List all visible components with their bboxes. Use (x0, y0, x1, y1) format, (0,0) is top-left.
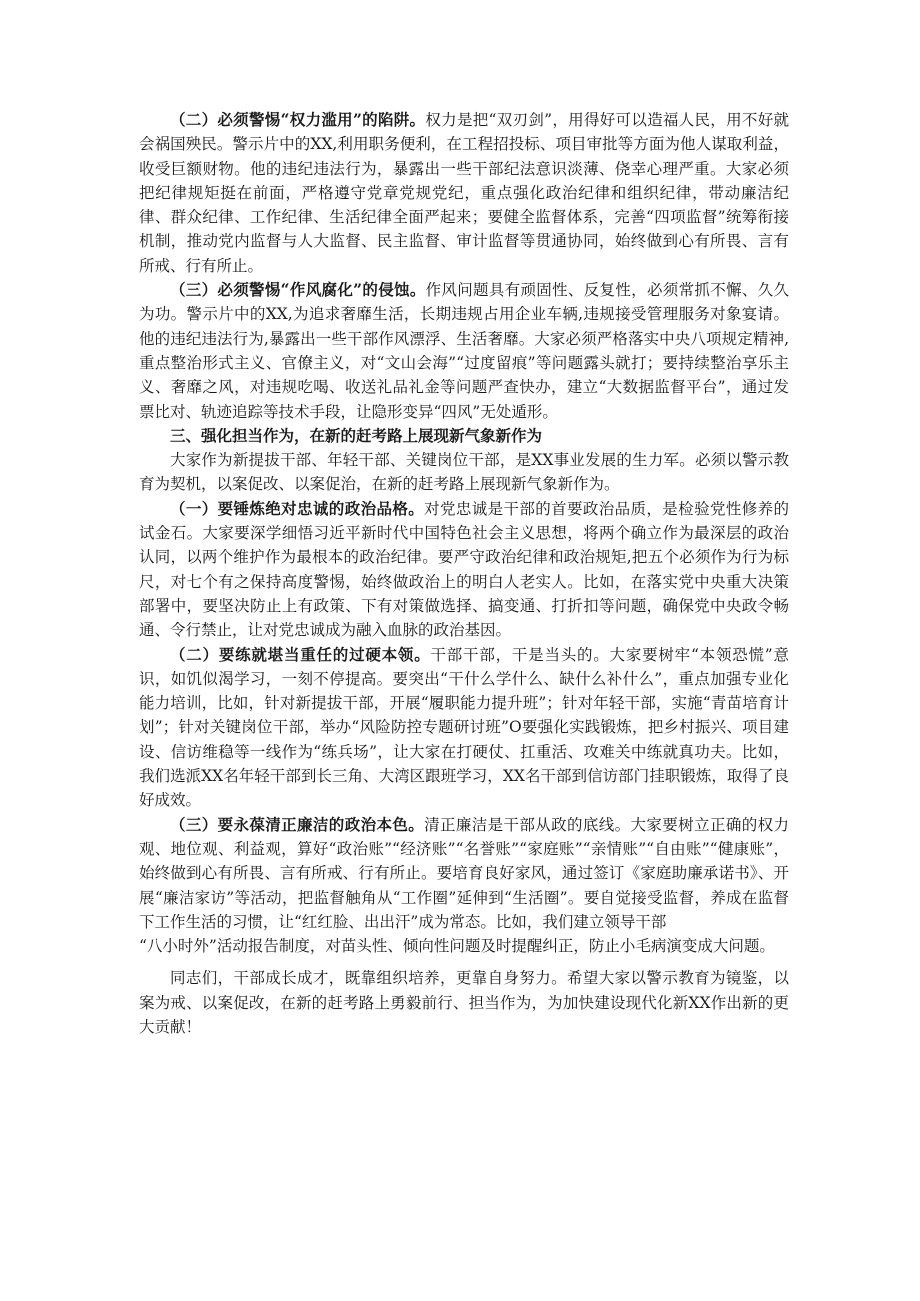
paragraph-loyalty (139, 497, 789, 643)
paragraph-text: 作风问题具有顽固性、反复性，必须常抓不懈、久久为功。警示片中的XX,为追求奢靡生活，长期违规占用企业车辆,违规接受管理服务对象宴请。他的违纪违法行为,暴露出一些干部作风漂浮、生活奢靡。大家必须严格落实中央八项规定精神,重点整治形式主义、官僚主义，对“文山会海”“过度留痕”等问题露头就打；要持续整治享乐主义、奢靡之风，对违规吃喝、收送礼品礼金等问题严查快办，建立“大数据监督平台”，通过发票比对、轨迹追踪等技术手段，让隐形变异“四风”无处遁形。 (139, 281, 789, 421)
paragraph-text: “八小时外”活动报告制度，对苗头性、倾向性问题及时提醒纠正，防止小毛病演变成大问题。 (139, 937, 775, 956)
paragraph-closing (139, 966, 789, 1039)
paragraph-text: 大家作为新提拔干部、年轻干部、关键岗位干部，是XX事业发展的生力军。必须以警示教育为契机，以案促改、以案促治，在新的赶考路上展现新气象新作为。 (139, 451, 789, 494)
paragraph-text: 同志们，干部成长成才，既靠组织培养，更靠自身努力。希望大家以警示教育为镜鉴，以案为戒、以案促改，在新的赶考路上勇毅前行、担当作为，为加快建设现代化新XX作出新的更大贡献！ (139, 969, 789, 1036)
paragraph-continuation (139, 934, 789, 958)
paragraph-power-abuse (139, 108, 789, 278)
paragraph-work-style (139, 278, 789, 424)
paragraph-text: 对党忠诚是干部的首要政治品质，是检验党性修养的试金石。大家要深学细悟习近平新时代中国特色社会主义思想，将两个确立作为最深层的政治认同，以两个维护作为最根本的政治纪律。要严守政治纪律和政治规矩,把五个必须作为行为标尺，对七个有之保持高度警惕，始终做政治上的明白人老实人。比如，在落实党中央重大决策部署中，要坚决防止上有政策、下有对策做选择、搞变通、打折扣等问题，确保党中央政令畅通、令行禁止，让对党忠诚成为融入血脉的政治基因。 (139, 499, 789, 640)
paragraph-heading: （二）要练就堪当重任的过硬本领。 (170, 644, 431, 664)
paragraph-heading: （二）必须警惕“权力滥用”的陷阱。 (170, 110, 426, 129)
paragraph-integrity (139, 813, 789, 934)
paragraph-text: 清正廉洁是干部从政的底线。大家要树立正确的权力观、地位观、利益观，算好“政治账”“经济账”“名誉账”“家庭账”“亲情账”“自由账”“健康账”，始终做到心有所畏、言有所戒、行有所止。要培育良好家风，通过签订《家庭助廉承诺书》、开展“廉洁家访”等活动，把监督触角从“工作圈”延伸到“生活圈”。要自觉接受监督，养成在监督下工作生活的习惯，让“红红脸、出出汗”成为常态。比如，我们建立领导干部 (139, 815, 789, 931)
section-heading (139, 424, 789, 448)
paragraph-text: 权力是把“双刃剑”，用得好可以造福人民，用不好就会祸国殃民。警示片中的XX,利用职务便利，在工程招投标、项目审批等方面为他人谋取利益，收受巨额财物。他的违纪违法行为，暴露出一些干部纪法意识淡薄、侥幸心理严重。大家必须把纪律规矩挺在前面，严格遵守党章党规党纪，重点强化政治纪律和组织纪律，带动廉洁纪律、群众纪律、工作纪律、生活纪律全面严起来；要健全监督体系，完善“四项监督”统筹衔接机制，推动党内监督与人大监督、民主监督、审计监督等贯通协同，始终做到心有所畏、言有所戒、行有所止。 (139, 111, 789, 275)
section-heading-text: 三、强化担当作为，在新的赶考路上展现新气象新作为 (170, 425, 543, 445)
paragraph-intro (139, 448, 789, 497)
paragraph-skills (139, 643, 789, 813)
paragraph-text: 干部干部，干是当头的。大家要树牢“本领恐慌”意识，如饥似渴学习，一刻不停提高。要突出“干什么学什么、缺什么补什么”，重点加强专业化能力培训，比如，针对新提拔干部，开展“履职能力提升班”；针对年轻干部，实施“青苗培育计划”；针对关键岗位干部，举办“风险防控专题研讨班”O要强化实践锻炼，把乡村振兴、项目建设、信访维稳等一线作为“练兵场”，让大家在打硬仗、扛重活、攻难关中练就真功夫。比如，我们选派XX名年轻干部到长三角、大湾区跟班学习，XX名干部到信访部门挂职锻炼，取得了良好成效。 (139, 645, 789, 810)
paragraph-heading: （三）要永葆清正廉洁的政治本色。 (170, 814, 425, 834)
document-body (139, 108, 789, 1039)
paragraph-heading: （三）必须警惕“作风腐化”的侵蚀。 (170, 280, 426, 300)
paragraph-heading: （一）要锤炼绝对忠诚的政治品格。 (170, 498, 425, 518)
